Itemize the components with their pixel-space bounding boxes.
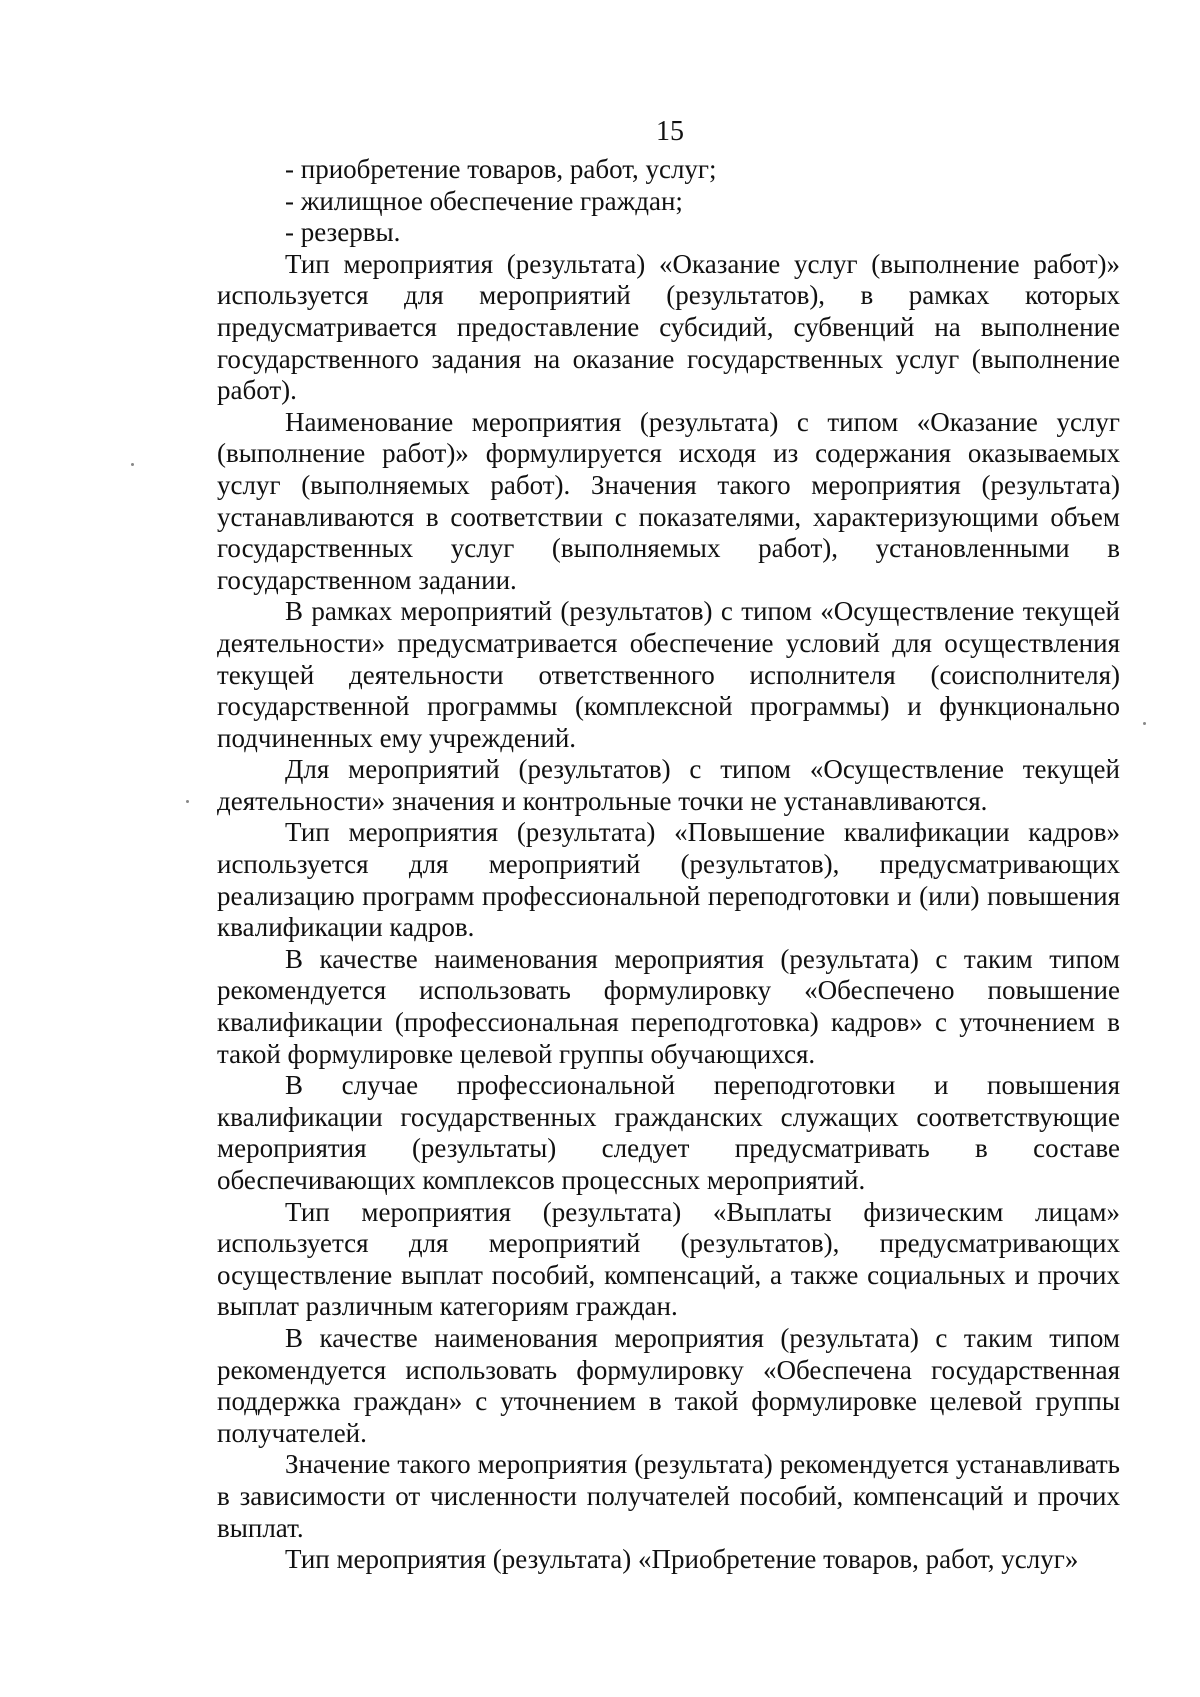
paragraph: Значение такого мероприятия (результата) рекомендуется устанавливать в зависимости от численности получателей пособий, компенсаций и прочих выплат. [217,1449,1120,1543]
list-item: - жилищное обеспечение граждан; [285,185,683,216]
paragraph: Тип мероприятия (результата) «Приобретение товаров, работ, услуг» [285,1544,1079,1575]
scan-artifact [131,463,134,466]
paragraph: В качестве наименования мероприятия (результата) с таким типом рекомендуется использовать формулировку «Обеспечена государственная поддержка граждан» с уточнением в такой формулировке целевой группы получателей. [217,1322,1120,1448]
document-body [217,154,1120,1576]
paragraph: Тип мероприятия (результата) «Повышение квалификации кадров» используется для мероприятий (результатов), предусматривающих реализацию программ профессиональной переподготовки и (или) повышения квалификации кадров. [217,817,1120,943]
page-number: 15 [656,116,684,147]
paragraph: В рамках мероприятий (результатов) с типом «Осуществление текущей деятельности» предусматривается обеспечение условий для осуществления текущей деятельности ответственного исполнителя (соисполнителя) государственной программы (комплексной программы) и функционально подчиненных ему учреждений. [217,596,1120,753]
list-item: - резервы. [285,217,401,248]
scan-artifact [186,800,189,803]
paragraph: В случае профессиональной переподготовки и повышения квалификации государственных гражданских служащих соответствующие мероприятия (результаты) следует предусматривать в составе обеспечивающих комплексов процессных мероприятий. [217,1070,1120,1195]
paragraph: В качестве наименования мероприятия (результата) с таким типом рекомендуется использовать формулировку «Обеспечено повышение квалификации (профессиональная переподготовка) кадров» с уточнением в такой формулировке целевой группы обучающихся. [217,943,1120,1069]
paragraph: Для мероприятий (результатов) с типом «Осуществление текущей деятельности» значения и контрольные точки не устанавливаются. [217,754,1120,816]
paragraph: Тип мероприятия (результата) «Оказание услуг (выполнение работ)» используется для мероприятий (результатов), в рамках которых предусматривается предоставление субсидий, субвенций на выполнение государственного задания на оказание государственных услуг (выполнение работ). [217,248,1120,406]
paragraph: Наименование мероприятия (результата) с типом «Оказание услуг (выполнение работ)» формулируется исходя из содержания оказываемых услуг (выполняемых работ). Значения такого мероприятия (результата) устанавливаются в соответствии с показателями, характеризующими объем государственных услуг (выполняемых работ), установленными в государственном задании. [217,406,1120,595]
list-item: - приобретение товаров, работ, услуг; [285,154,717,184]
paragraph: Тип мероприятия (результата) «Выплаты физическим лицам» используется для мероприятий (результатов), предусматривающих осуществление выплат пособий, компенсаций, а также социальных и прочих выплат различным категориям граждан. [217,1196,1120,1322]
scan-artifact [1143,722,1146,725]
